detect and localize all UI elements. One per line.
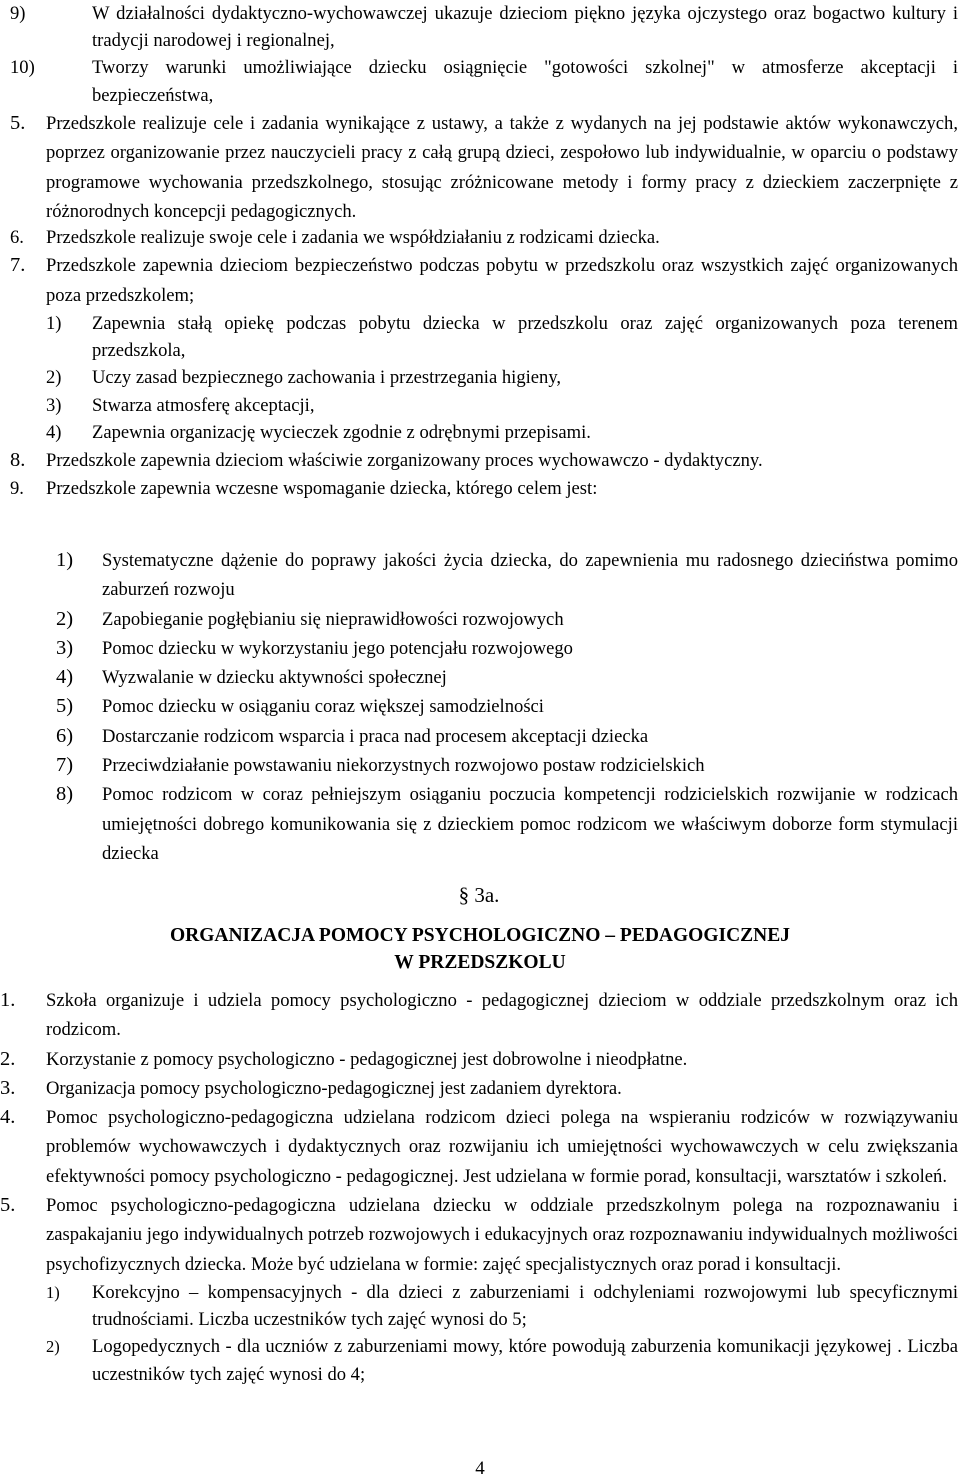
list-item-7-2 bbox=[46, 364, 958, 391]
list-item-number: 1) bbox=[46, 312, 62, 334]
list-item-9-6 bbox=[56, 722, 958, 751]
list-item-number: 10) bbox=[10, 57, 35, 79]
list-item-7-3 bbox=[46, 392, 958, 419]
list-item-number: 6) bbox=[56, 724, 74, 747]
list-item-text: Pomoc rodzicom w coraz pełniejszym osiąganiu poczucia kompetencji rodzicielskich rozwijanie w rodzicach umiejętności dobrego komunikowania się z dzieckiem pomoc rodzicom we właściwym doborze form stymulacji dziecka bbox=[102, 784, 958, 864]
list-item-text: Pomoc psychologiczno-pedagogiczna udzielana rodzicom dzieci polega na wspieraniu rodziców w rozwiązywaniu problemów wychowawczych i dydaktycznych oraz rozwijaniu ich umiejętności wychowawczych w celu zwiększania efektywności pomocy psychologiczno - pedagogicznej. Jest udzielana w formie porad, konsultacji, warsztatów i szkoleń. bbox=[46, 1107, 958, 1187]
list-item-8 bbox=[10, 446, 958, 475]
list-item-text: Korekcyjno – kompensacyjnych - dla dzieci z zaburzeniami i odchyleniami rozwojowymi lub specyficznymi trudnościami. Liczba uczestników tych zajęć wynosi do 5; bbox=[92, 1281, 958, 1331]
list-item-text: Systematyczne dążenie do poprawy jakości życia dziecka, do zapewnienia mu radosnego dzieciństwa pomimo zaburzeń rozwoju bbox=[102, 550, 958, 601]
list-item-number: 7. bbox=[10, 254, 26, 277]
list-item-5 bbox=[10, 109, 958, 226]
page-number: 4 bbox=[475, 1458, 485, 1479]
list-item-7 bbox=[10, 251, 958, 310]
section-item-5-2 bbox=[46, 1333, 958, 1387]
list-item-number: 4) bbox=[56, 666, 74, 689]
section-items bbox=[0, 986, 958, 1388]
list-item-9-1 bbox=[56, 546, 958, 605]
list-continuation bbox=[0, 0, 958, 109]
list-item-9-4 bbox=[56, 663, 958, 692]
list-item bbox=[10, 54, 958, 108]
list-item-text: Logopedycznych - dla uczniów z zaburzeniami mowy, które powodują zaburzenia komunikacji językowej . Liczba uczestników tych zajęć wynosi do 4; bbox=[92, 1336, 958, 1385]
list-item-number: 3) bbox=[46, 394, 62, 416]
list-item-7-1 bbox=[46, 310, 958, 364]
section-item-5-1 bbox=[46, 1279, 958, 1333]
list-item-text: Przedszkole realizuje swoje cele i zadania we współdziałaniu z rodzicami dziecka. bbox=[46, 227, 660, 249]
goals-list bbox=[0, 546, 958, 868]
list-item-text: Szkoła organizuje i udziela pomocy psychologiczno - pedagogicznej dzieciom w oddziale przedszkolnym oraz ich rodzicom. bbox=[46, 990, 958, 1041]
section-item-3 bbox=[0, 1074, 958, 1103]
list-item-9-7 bbox=[56, 751, 958, 780]
section-title bbox=[0, 922, 960, 976]
section-number: § 3a. bbox=[458, 883, 500, 907]
list-item-text: Uczy zasad bezpiecznego zachowania i przestrzegania higieny, bbox=[92, 367, 562, 389]
list-item-number: 1) bbox=[56, 549, 74, 571]
list-item-text: Stwarza atmosferę akceptacji, bbox=[92, 394, 315, 416]
list-item bbox=[10, 0, 958, 54]
list-item-text: Dostarczanie rodzicom wsparcia i praca nad procesem akceptacji dziecka bbox=[102, 725, 649, 747]
list-item-9 bbox=[10, 475, 958, 502]
list-item-number: 5) bbox=[56, 695, 74, 718]
list-item-9-8 bbox=[56, 780, 958, 868]
list-item-number: 3) bbox=[56, 636, 74, 659]
list-item-number: 2) bbox=[46, 367, 62, 389]
list-item-text: Przedszkole zapewnia wczesne wspomaganie dziecka, którego celem jest: bbox=[46, 478, 598, 500]
list-item-number: 9) bbox=[10, 3, 26, 24]
section-item-2 bbox=[0, 1045, 958, 1074]
list-item-text: W działalności dydaktyczno-wychowawczej ukazuje dzieciom piękno języka ojczystego oraz bogactwo kultury i tradycji narodowej i regionalnej, bbox=[92, 3, 958, 52]
list-item-number: 4) bbox=[46, 421, 62, 443]
list-item-9-5 bbox=[56, 692, 958, 721]
section-item-5 bbox=[0, 1191, 958, 1279]
list-item-number: 5. bbox=[10, 112, 26, 134]
list-item-text: Zapewnia organizację wycieczek zgodnie z odrębnymi przepisami. bbox=[92, 421, 591, 443]
list-item-number: 6. bbox=[10, 227, 24, 249]
list-item-number: 5. bbox=[0, 1194, 16, 1217]
list-item-number: 8. bbox=[10, 449, 26, 471]
list-item-number: 1. bbox=[0, 989, 16, 1011]
section-item-4 bbox=[0, 1103, 958, 1191]
list-item-9-3 bbox=[56, 634, 958, 663]
list-item-number: 4. bbox=[0, 1106, 16, 1129]
section-title-line: W PRZEDSZKOLU bbox=[394, 952, 566, 973]
list-item-number: 2. bbox=[0, 1047, 16, 1070]
list-item-text: Zapobieganie pogłębianiu się nieprawidłowości rozwojowych bbox=[102, 608, 564, 630]
section-title-line: ORGANIZACJA POMOCY PSYCHOLOGICZNO – PEDAGOGICZNEJ bbox=[169, 925, 791, 946]
list-item-number: 9. bbox=[10, 478, 24, 500]
list-item-text: Przedszkole zapewnia dzieciom właściwie zorganizowany proces wychowawczo - dydaktyczny. bbox=[46, 450, 763, 471]
list-item-text: Przeciwdziałanie powstawaniu niekorzystnych rozwojowo postaw rodzicielskich bbox=[102, 755, 705, 777]
list-item-number: 8) bbox=[56, 783, 74, 806]
list-item-number: 2) bbox=[46, 1337, 60, 1357]
list-item-6 bbox=[10, 224, 958, 251]
list-item-text: Przedszkole zapewnia dzieciom bezpieczeństwo podczas pobytu w przedszkolu oraz wszystkich zajęć organizowanych poza przedszkolem; bbox=[46, 255, 958, 306]
paragraph-group bbox=[0, 109, 958, 503]
list-item-number: 1) bbox=[46, 1282, 60, 1302]
list-item-text: Pomoc psychologiczno-pedagogiczna udzielana dziecku w oddziale przedszkolnym polega na rozpoznawaniu i zaspakajaniu jego indywidualnych potrzeb rozwojowych i edukacyjnych oraz rozpoznawaniu indywidualnych możliwości psychofizycznych dziecka. Może być udzielana w formie: zajęć specjalistycznych oraz porad i konsultacji. bbox=[46, 1195, 958, 1275]
list-item-text: Korzystanie z pomocy psychologiczno - pedagogicznej jest dobrowolne i nieodpłatne. bbox=[46, 1048, 688, 1070]
list-item-text: Organizacja pomocy psychologiczno-pedagogicznej jest zadaniem dyrektora. bbox=[46, 1077, 622, 1099]
list-item-text: Zapewnia stałą opiekę podczas pobytu dziecka w przedszkolu oraz zajęć organizowanych poza terenem przedszkola, bbox=[92, 312, 958, 362]
list-item-9-2 bbox=[56, 605, 958, 634]
list-item-number: 3. bbox=[0, 1076, 16, 1099]
list-item-number: 7) bbox=[56, 754, 74, 777]
list-item-number: 2) bbox=[56, 607, 74, 630]
list-item-text: Tworzy warunki umożliwiające dziecku osiągnięcie "gotowości szkolnej" w atmosferze akceptacji i bezpieczeństwa, bbox=[92, 57, 958, 106]
list-item-text: Pomoc dziecku w wykorzystaniu jego potencjału rozwojowego bbox=[102, 637, 573, 659]
section-item-1 bbox=[0, 986, 958, 1045]
list-item-text: Wyzwalanie w dziecku aktywności społecznej bbox=[102, 667, 447, 689]
list-item-text: Pomoc dziecku w osiąganiu coraz większej samodzielności bbox=[102, 696, 544, 718]
list-item-text: Przedszkole realizuje cele i zadania wynikające z ustawy, a także z wydanych na jej podstawie aktów wykonawczych, poprzez organizowanie przez nauczycieli pracy z całą grupą dzieci, zespołowo lub indywidualnie, w oparciu o podstawy programowe wychowania przedszkolnego, stosując zróżnicowane metody i formy pracy z dzieckiem zaczerpnięte z różnorodnych koncepcji pedagogicznych. bbox=[46, 113, 958, 222]
list-item-7-4 bbox=[46, 419, 958, 446]
